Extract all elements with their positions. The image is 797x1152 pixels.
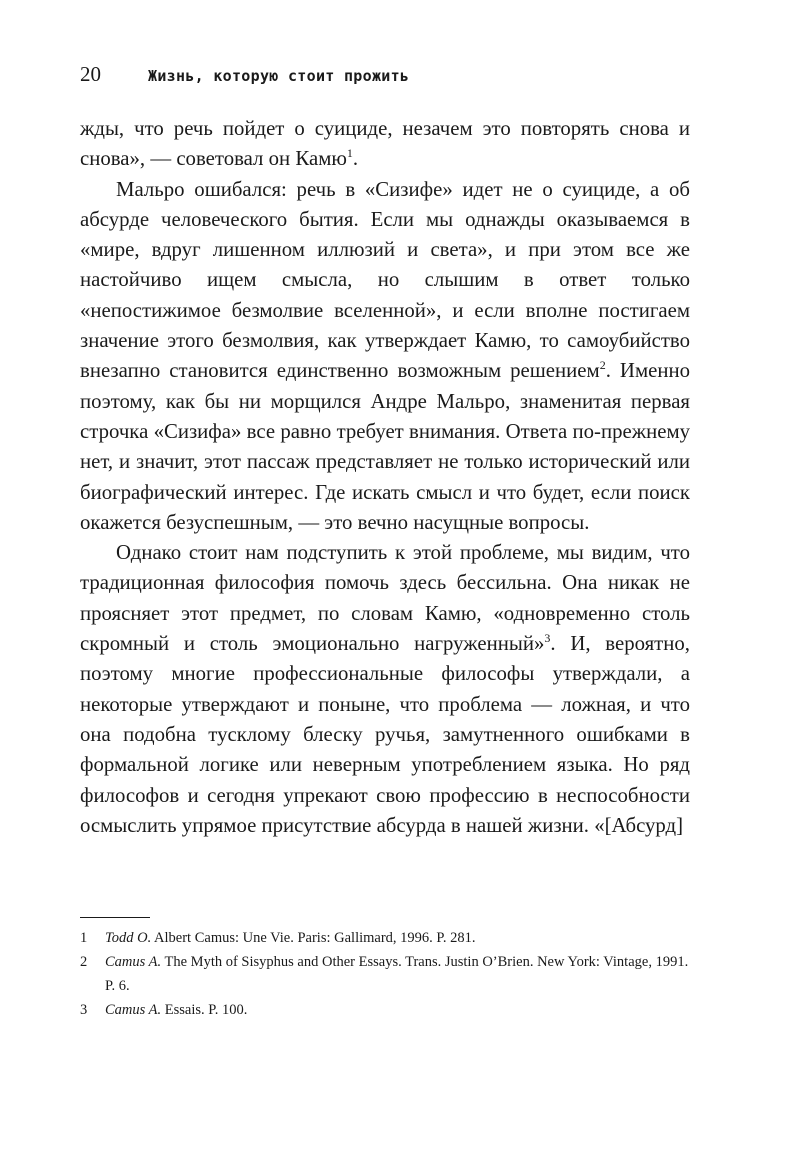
footnotes <box>80 926 690 1022</box>
footnote <box>80 998 690 1022</box>
page-header <box>80 62 720 88</box>
footnote-ref: 2 <box>599 358 606 373</box>
paragraph-text: . И, вероятно, поэтому многие профессиональные философы утверждали, а некоторые утверждают и поныне, что проблема — ложная, и что она подобна тусклому блеску ручья, замутненного ошибками в формальной логике или неверным употреблением языка. Но ряд философов и сегодня упрекают свою профессию в неспособности осмыслить упрямое присутствие абсурда в нашей жизни. «[Абсурд] <box>80 632 690 837</box>
footnote-number: 1 <box>80 930 88 946</box>
footnote-text: Essais. P. 100. <box>164 1002 248 1018</box>
footnote-author: Camus A. <box>105 954 162 970</box>
paragraph-text: . Именно поэтому, как бы ни морщился Андре Мальро, знаменитая первая строчка «Сизифа» все равно требует внимания. Ответа по-прежнему нет, и значит, этот пассаж представляет не только исторический или биографический интерес. Где искать смысл и что будет, если поиск окажется безуспешным, — это вечно насущные вопросы. <box>80 359 690 534</box>
paragraph-text: Однако стоит нам подступить к этой проблеме, мы видим, что традиционная философия помочь здесь бессильна. Она никак не проясняет этот предмет, по словам Камю, «одновременно столь скромный и столь эмоционально нагруженный» <box>80 541 690 656</box>
body-text <box>80 114 690 841</box>
footnote-author: Todd O. <box>105 930 152 946</box>
footnote-text: The Myth of Sisyphus and Other Essays. Trans. Justin O’Brien. New York: Vintage, 1991. P. 6. <box>105 954 689 994</box>
paragraph-text: Мальро ошибался: речь в «Сизифе» идет не о суициде, а об абсурде человеческого бытия. Если мы однажды оказываемся в «мире, вдруг лишенном иллюзий и света», и при этом все же настойчиво ищем смысла, но слышим в ответ только «непостижимое безмолвие вселенной», и если вполне постигаем значение этого безмолвия, как утверждает Камю, то самоубийство внезапно становится единственно возможным решением <box>80 177 690 383</box>
paragraph <box>80 538 690 841</box>
footnote <box>80 926 690 950</box>
footnote-ref: 1 <box>346 146 353 161</box>
footnote-text: Albert Camus: Une Vie. Paris: Gallimard, 1996. P. 281. <box>154 930 476 946</box>
running-title: Жизнь, которую стоит прожить <box>148 67 410 85</box>
footnote-ref: 3 <box>544 631 551 646</box>
footnote <box>80 950 690 998</box>
footnote-number: 2 <box>80 954 88 970</box>
paragraph <box>80 175 690 539</box>
paragraph-text: . <box>352 147 359 171</box>
footnote-number: 3 <box>80 1002 88 1018</box>
paragraph-text: жды, что речь пойдет о суициде, незачем это повторять снова и снова», — советовал он Камю <box>80 117 690 171</box>
page-number: 20 <box>80 62 101 86</box>
footnote-author: Camus A. <box>105 1002 162 1018</box>
paragraph <box>80 114 690 175</box>
footnote-rule <box>80 917 150 918</box>
